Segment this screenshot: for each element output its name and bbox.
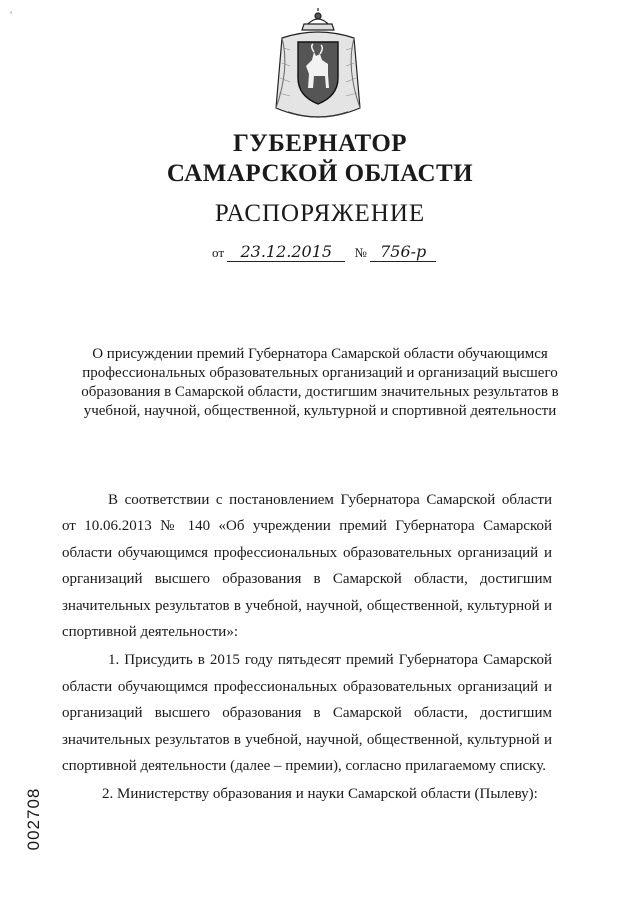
registration-line <box>212 242 436 262</box>
clause-1-paragraph: 1. Присудить в 2015 году пятьдесят премий Губернатора Самарской области обучающимся профессиональных образовательных организаций и организаций высшего образования в Самарской области, достигшим значительных результатов в учебной, научной, общественной, культурной и спортивной деятельности (далее – премии), согласно прилагаемому списку. <box>62 652 552 775</box>
corner-mark: ' <box>10 8 13 22</box>
document-number: 756-р <box>370 242 436 262</box>
heading-governor: ГУБЕРНАТОР <box>232 130 408 157</box>
number-label: № <box>354 245 367 260</box>
document-date: 23.12.2015 <box>227 242 345 262</box>
preamble-paragraph: В соответствии с постановлением Губернатора Самарской области от 10.06.2013 № 140 «Об учреждении премий Губернатора Самарской области обучающимся профессиональных образовательных организаций и организаций высшего образования в Самарской области, достигшим значительных результатов в учебной, научной, общественной, культурной и спортивной деятельности»: <box>62 492 552 641</box>
document-body <box>62 487 552 808</box>
heading-region: САМАРСКОЙ ОБЛАСТИ <box>166 160 474 187</box>
from-label: от <box>212 245 225 260</box>
document-type: РАСПОРЯЖЕНИЕ <box>214 200 426 227</box>
margin-serial-number <box>14 774 54 864</box>
clause-2-paragraph: 2. Министерству образования и науки Самарской области (Пылеву): <box>102 786 538 803</box>
coat-of-arms-icon <box>268 8 368 128</box>
margin-serial-text: 002708 <box>24 787 43 851</box>
document-subject: О присуждении премий Губернатора Самарской области обучающимся профессиональных образовательных организаций и организаций высшего образования в Самарской области, достигшим значительных результатов в учебной, научной, общественной, культурной и спортивной деятельности <box>81 346 559 419</box>
